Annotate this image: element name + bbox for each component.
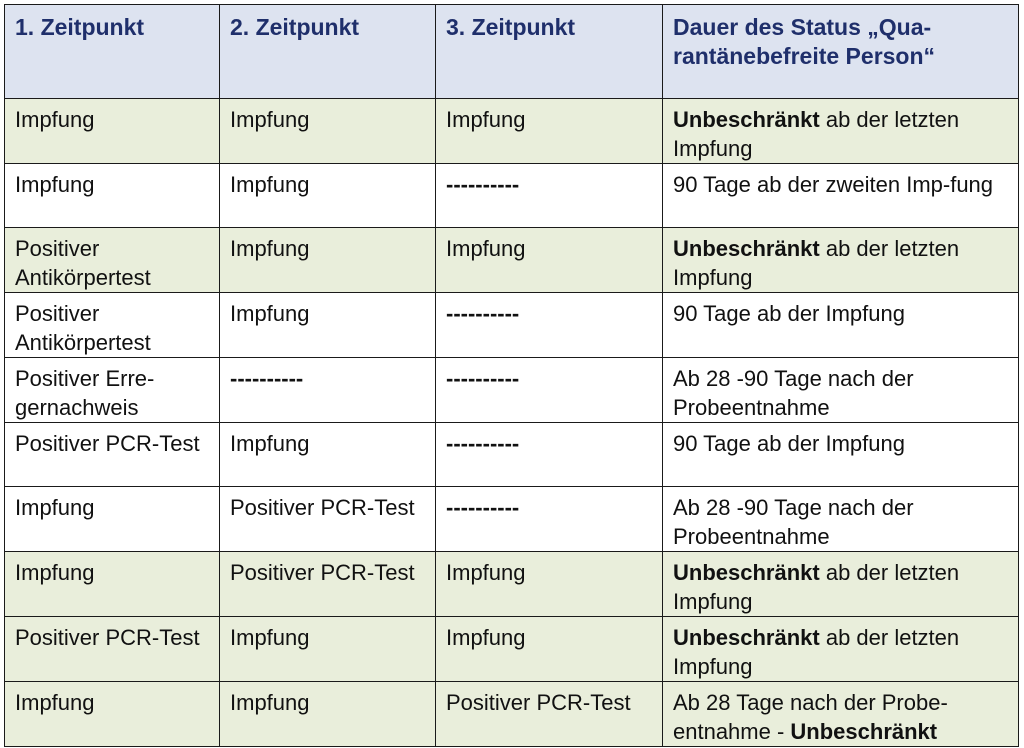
cell-zeitpunkt-3: Impfung <box>436 552 663 617</box>
cell-zeitpunkt-1: Impfung <box>5 487 220 552</box>
table-row <box>5 99 1019 164</box>
cell-zeitpunkt-1: Positiver PCR-Test <box>5 423 220 487</box>
cell-zeitpunkt-2: Impfung <box>220 164 436 228</box>
cell-zeitpunkt-2: Impfung <box>220 99 436 164</box>
cell-zeitpunkt-2: ---------- <box>220 358 436 423</box>
cell-zeitpunkt-1: Impfung <box>5 682 220 747</box>
dauer-text: ab der letzten Impfung <box>673 560 960 614</box>
cell-zeitpunkt-3: Impfung <box>436 99 663 164</box>
cell-zeitpunkt-3: ---------- <box>436 487 663 552</box>
cell-zeitpunkt-3: ---------- <box>436 164 663 228</box>
cell-zeitpunkt-2: Positiver PCR-Test <box>220 487 436 552</box>
cell-zeitpunkt-3: Impfung <box>436 228 663 293</box>
table-row <box>5 552 1019 617</box>
cell-zeitpunkt-2: Impfung <box>220 293 436 358</box>
dauer-text: ab der letzten Impfung <box>673 107 960 161</box>
cell-dauer <box>663 617 1019 682</box>
table-row <box>5 293 1019 358</box>
header-zeitpunkt-3: 3. Zeitpunkt <box>436 5 663 99</box>
table-row <box>5 228 1019 293</box>
dauer-bold-text: Unbeschränkt <box>673 625 820 650</box>
cell-zeitpunkt-1: Positiver PCR-Test <box>5 617 220 682</box>
cell-zeitpunkt-3: Impfung <box>436 617 663 682</box>
cell-zeitpunkt-1: Positiver Antikörpertest <box>5 293 220 358</box>
table-row <box>5 487 1019 552</box>
dauer-text: Ab 28 Tage nach der Probe-entnahme - <box>673 690 948 744</box>
dauer-text: ab der letzten Impfung <box>673 236 960 290</box>
cell-zeitpunkt-3: Positiver PCR-Test <box>436 682 663 747</box>
cell-dauer <box>663 228 1019 293</box>
dauer-bold-text: Unbeschränkt <box>673 107 820 132</box>
cell-zeitpunkt-1: Impfung <box>5 164 220 228</box>
cell-dauer <box>663 682 1019 747</box>
cell-dauer: Ab 28 -90 Tage nach der Probeentnahme <box>663 487 1019 552</box>
cell-dauer: 90 Tage ab der zweiten Imp-fung <box>663 164 1019 228</box>
cell-zeitpunkt-1: Positiver Erre-gernachweis <box>5 358 220 423</box>
cell-dauer: 90 Tage ab der Impfung <box>663 293 1019 358</box>
table-row <box>5 423 1019 487</box>
dauer-bold-text: Unbeschränkt <box>673 236 820 261</box>
cell-zeitpunkt-1: Impfung <box>5 99 220 164</box>
header-zeitpunkt-2: 2. Zeitpunkt <box>220 5 436 99</box>
cell-zeitpunkt-2: Impfung <box>220 228 436 293</box>
dauer-bold-text: Unbeschränkt <box>673 560 820 585</box>
cell-zeitpunkt-1: Impfung <box>5 552 220 617</box>
table-row <box>5 682 1019 747</box>
cell-dauer: Ab 28 -90 Tage nach der Probeentnahme <box>663 358 1019 423</box>
quarantine-status-table <box>4 4 1019 747</box>
cell-zeitpunkt-2: Positiver PCR-Test <box>220 552 436 617</box>
header-zeitpunkt-1: 1. Zeitpunkt <box>5 5 220 99</box>
dauer-bold-text: Unbeschränkt <box>790 719 938 744</box>
table-row <box>5 358 1019 423</box>
table-row <box>5 617 1019 682</box>
cell-zeitpunkt-3: ---------- <box>436 423 663 487</box>
table-row <box>5 164 1019 228</box>
cell-zeitpunkt-2: Impfung <box>220 682 436 747</box>
cell-zeitpunkt-3: ---------- <box>436 358 663 423</box>
dauer-text: ab der letzten Impfung <box>673 625 960 679</box>
cell-dauer: 90 Tage ab der Impfung <box>663 423 1019 487</box>
cell-dauer <box>663 99 1019 164</box>
header-dauer-status: Dauer des Status „Qua-rantänebefreite Person“ <box>663 5 1019 99</box>
cell-zeitpunkt-2: Impfung <box>220 617 436 682</box>
cell-zeitpunkt-1: Positiver Antikörpertest <box>5 228 220 293</box>
cell-zeitpunkt-3: ---------- <box>436 293 663 358</box>
cell-dauer <box>663 552 1019 617</box>
cell-zeitpunkt-2: Impfung <box>220 423 436 487</box>
table-header-row <box>5 5 1019 99</box>
